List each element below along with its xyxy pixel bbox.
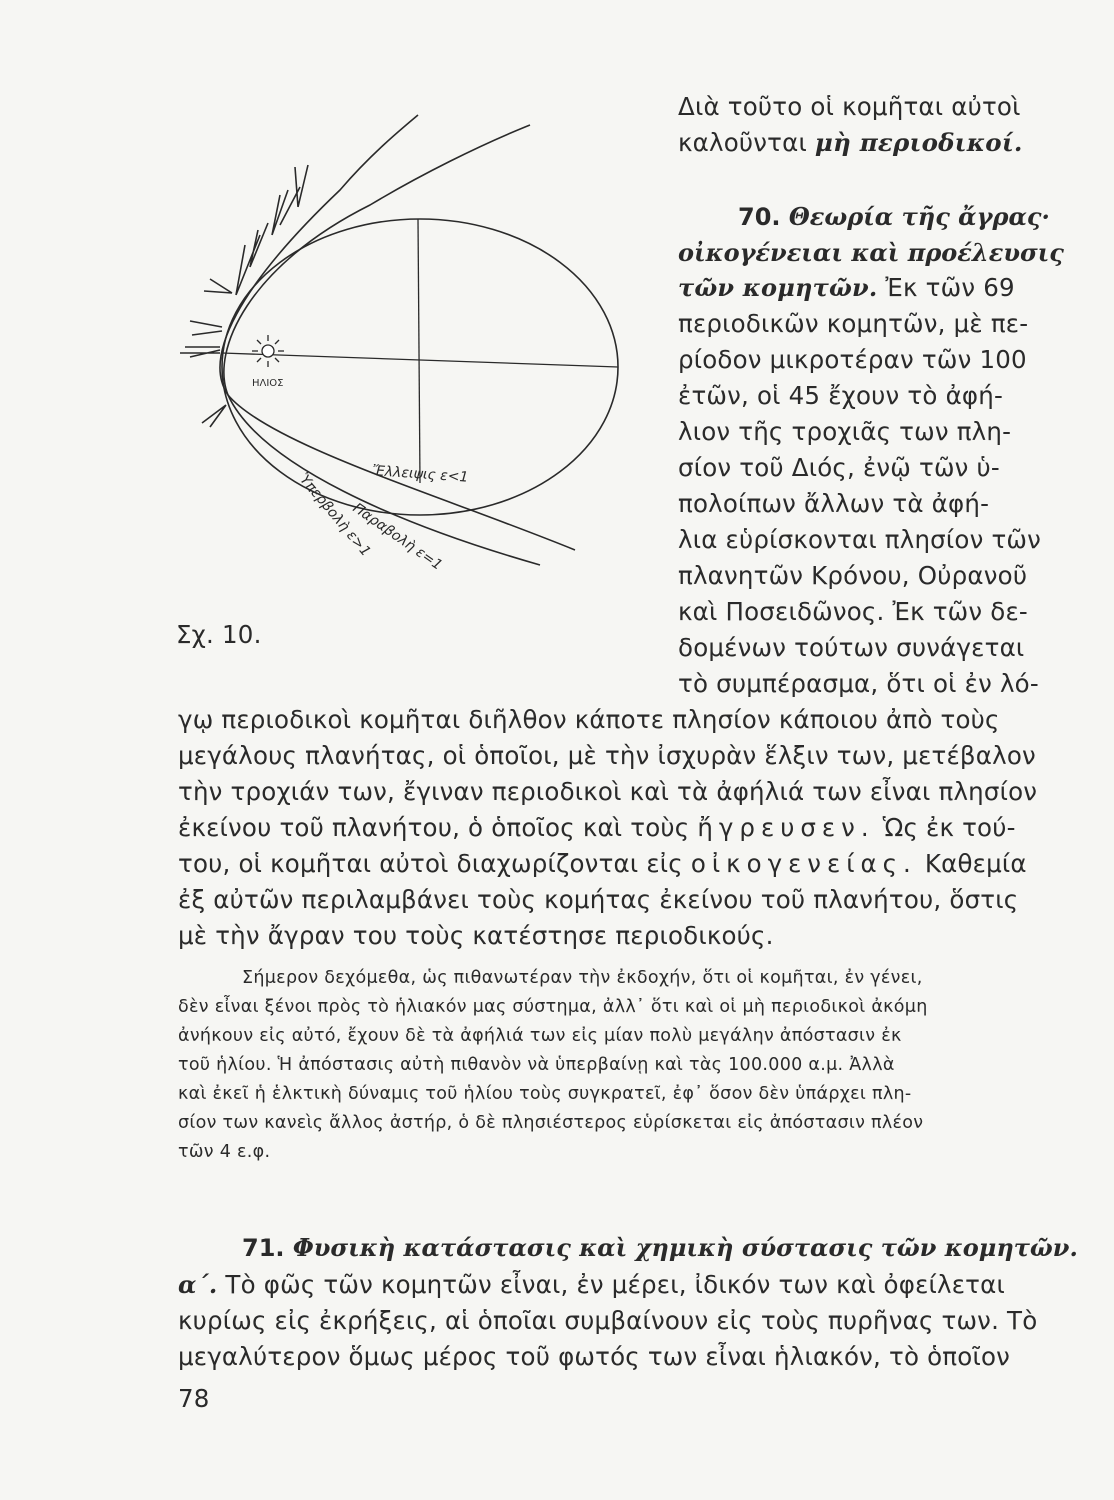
note-line: τοῦ ἡλίου. Ἡ ἀπόστασις αὐτὴ πιθανὸν νὰ ὑπερβαίνῃ καὶ τὰς 100.000 α.μ. Ἀλλὰ bbox=[178, 1055, 895, 1075]
note-line: ἀνήκουν εἰς αὐτό, ἔχουν δὲ τὰ ἀφήλιά των εἰς μίαν πολὺ μεγάλην ἀπόστασιν ἐκ bbox=[178, 1026, 902, 1046]
section-70-heading-line2: οἰκογένειαι καὶ προέλευσις bbox=[678, 238, 1064, 267]
comet-tail bbox=[295, 165, 308, 207]
text-line: μὲ τὴν ἄγραν του τοὺς κατέστησε περιοδικούς. bbox=[178, 921, 774, 950]
hyperbola-label: Ὑπερβολὴ ε>1 bbox=[294, 470, 374, 560]
note-line: καὶ ἐκεῖ ἡ ἑλκτικὴ δύναμις τοῦ ἡλίου τοὺς συγκρατεῖ, ἐφ᾿ ὅσον δὲν ὑπάρχει πλη- bbox=[178, 1084, 912, 1104]
text-line: τῶν κομητῶν. Ἐκ τῶν 69 bbox=[678, 273, 1015, 302]
section-71-heading: 71. Φυσικὴ κατάστασις καὶ χημικὴ σύστασις τῶν κομητῶν. bbox=[242, 1233, 1078, 1262]
text-line: καὶ Ποσειδῶνος. Ἐκ τῶν δε- bbox=[678, 597, 1028, 626]
text-line: τὴν τροχιάν των, ἔγιναν περιοδικοὶ καὶ τὰ ἀφήλιά των εἶναι πλησίον bbox=[178, 777, 1038, 806]
text-line: Διὰ τοῦτο οἱ κομῆται αὐτοὶ bbox=[678, 92, 1021, 121]
hyperbola-orbit bbox=[220, 115, 575, 550]
text-line: λιον τῆς τροχιᾶς των πλη- bbox=[678, 417, 1012, 446]
text-line: δομένων τούτων συνάγεται bbox=[678, 633, 1025, 662]
text-line: ρίοδον μικροτέραν τῶν 100 bbox=[678, 345, 1027, 374]
text-line: ἐξ αὐτῶν περιλαμβάνει τοὺς κομήτας ἐκείνου τοῦ πλανήτου, ὅστις bbox=[178, 885, 1019, 914]
orbits-figure bbox=[180, 95, 650, 625]
spaced-emphasis: ἤγρευσεν. bbox=[697, 813, 875, 842]
page-number: 78 bbox=[178, 1384, 210, 1413]
text-line: κυρίως εἰς ἐκρήξεις, αἱ ὁποῖαι συμβαίνουν εἰς τοὺς πυρῆνας των. Τὸ bbox=[178, 1306, 1038, 1335]
minor-axis bbox=[418, 219, 420, 483]
comet-tail bbox=[202, 405, 226, 427]
spaced-emphasis: οἰκογενείας. bbox=[690, 849, 917, 878]
major-axis bbox=[222, 353, 618, 367]
note-line: σίον των κανεὶς ἄλλος ἀστήρ, ὁ δὲ πλησιέστερος εὑρίσκεται εἰς ἀπόστασιν πλέον bbox=[178, 1113, 924, 1133]
text-line: καλοῦνται μὴ περιοδικοί. bbox=[678, 128, 1023, 157]
text-line: του, οἱ κομῆται αὐτοὶ διαχωρίζονται εἰς οἰκογενείας. Καθεμία bbox=[178, 849, 1027, 878]
note-line: δὲν εἶναι ξένοι πρὸς τὸ ἡλιακόν μας σύστημα, ἀλλ᾿ ὅτι καὶ οἱ μὴ περιοδικοὶ ἀκόμη bbox=[178, 997, 928, 1017]
comet-tail bbox=[190, 321, 222, 335]
figure-caption: Σχ. 10. bbox=[176, 620, 262, 649]
text-line: σίον τοῦ Διός, ἐνῷ τῶν ὑ- bbox=[678, 453, 1000, 482]
text-line: πολοίπων ἄλλων τὰ ἀφή- bbox=[678, 489, 990, 518]
comet-tail bbox=[180, 347, 220, 357]
text-line: ἐκείνου τοῦ πλανήτου, ὁ ὁποῖος καὶ τοὺς ἤγρευσεν. Ὡς ἐκ τού- bbox=[178, 813, 1016, 842]
ellipse-label: Ἔλλειψις ε<1 bbox=[371, 463, 469, 486]
parabola-orbit bbox=[224, 125, 540, 565]
sun-label: ΗΛΙΟΣ bbox=[252, 378, 284, 389]
emphasis-text: μὴ περιοδικοί. bbox=[814, 128, 1023, 157]
comet-tail bbox=[272, 187, 300, 235]
text-line: ἐτῶν, οἱ 45 ἔχουν τὸ ἀφή- bbox=[678, 381, 1004, 410]
parabola-label: Παραβολὴ ε=1 bbox=[349, 500, 446, 574]
text-line: α΄. Τὸ φῶς τῶν κομητῶν εἶναι, ἐν μέρει, ἰδικόν των καὶ ὀφείλεται bbox=[178, 1270, 1005, 1299]
note-line: τῶν 4 ε.φ. bbox=[178, 1142, 271, 1162]
text-line: πλανητῶν Κρόνου, Οὐρανοῦ bbox=[678, 561, 1028, 590]
text-line: λια εὑρίσκονται πλησίον τῶν bbox=[678, 525, 1042, 554]
sun-icon bbox=[252, 335, 284, 367]
comet-tail bbox=[204, 279, 232, 293]
section-70-heading-line1: 70. Θεωρία τῆς ἄγρας· bbox=[738, 202, 1050, 231]
text-line: μεγάλους πλανήτας, οἱ ὁποῖοι, μὲ τὴν ἰσχυρὰν ἕλξιν των, μετέβαλον bbox=[178, 741, 1036, 770]
note-line: Σήμερον δεχόμεθα, ὡς πιθανωτέραν τὴν ἐκδοχήν, ὅτι οἱ κομῆται, ἐν γένει, bbox=[242, 968, 923, 988]
text-line: περιοδικῶν κομητῶν, μὲ πε- bbox=[678, 309, 1029, 338]
text-line: μεγαλύτερον ὅμως μέρος τοῦ φωτός των εἶναι ἡλιακόν, τὸ ὁποῖον bbox=[178, 1342, 1011, 1371]
text-line: γῳ περιοδικοὶ κομῆται διῆλθον κάποτε πλησίον κάποιου ἀπὸ τοὺς bbox=[178, 705, 1000, 734]
text-line: τὸ συμπέρασμα, ὅτι οἱ ἐν λό- bbox=[678, 669, 1039, 698]
